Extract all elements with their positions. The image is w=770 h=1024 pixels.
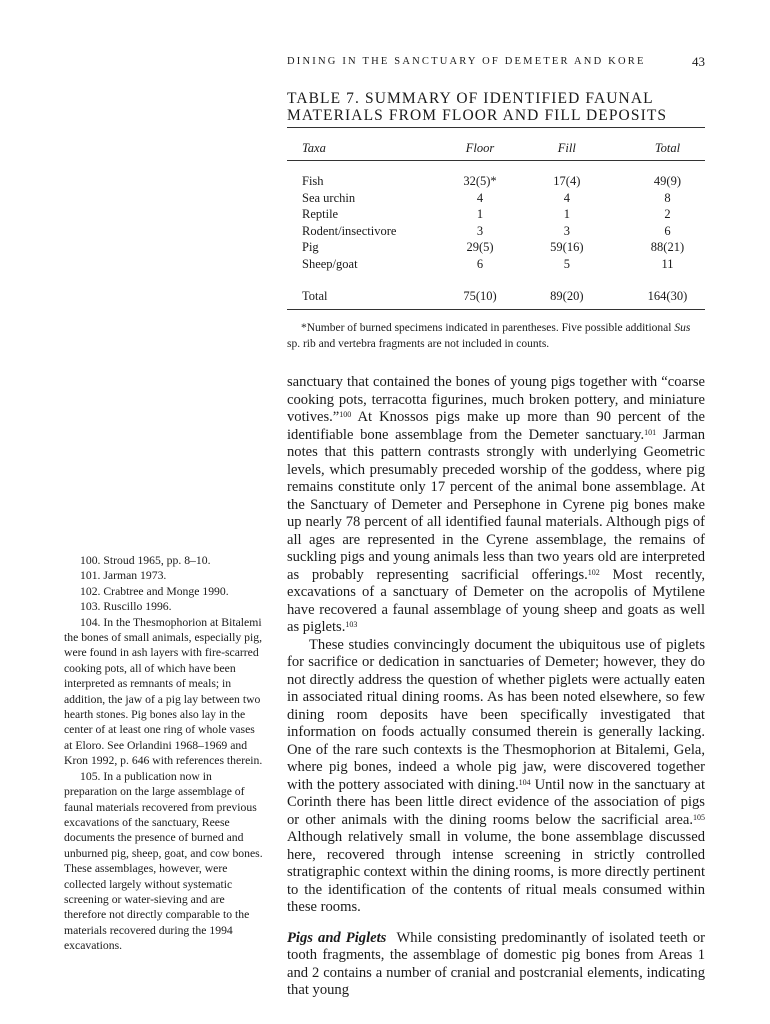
note-ref: 104 (518, 777, 531, 787)
table-row (287, 206, 705, 223)
table-header-rule (287, 160, 705, 161)
cell-taxa: Pig (302, 240, 319, 254)
cell-fill: 89(20) (550, 289, 584, 303)
note-ref: 100 (339, 410, 352, 419)
cell-floor: 3 (476, 223, 484, 238)
table-footnote (287, 321, 705, 352)
footnote-text: *Number of burned specimens indicated in parentheses. Five possible additional (301, 322, 675, 334)
table-row (287, 190, 705, 207)
cell-fill: 1 (563, 207, 570, 221)
cell-total: 164(30) (647, 289, 688, 303)
table-row (287, 239, 705, 256)
note-ref: 103 (345, 620, 358, 629)
cell-floor: 1 (476, 207, 484, 221)
cell-total: 88(21) (650, 240, 685, 254)
footnote-genus: Sus (674, 322, 691, 334)
side-notes (64, 553, 264, 954)
paragraph (287, 637, 705, 917)
cell-taxa: Rodent/insectivore (302, 223, 397, 238)
cell-floor: 4 (476, 190, 484, 205)
table-header-row (287, 140, 705, 157)
cell-fill: 59(16) (550, 240, 584, 254)
cell-fill: 5 (563, 256, 570, 271)
page-number: 43 (692, 54, 705, 69)
cell-total: 2 (664, 207, 671, 221)
table-row (287, 223, 705, 240)
cell-taxa: Reptile (302, 207, 339, 221)
running-header (287, 56, 705, 70)
side-note: 102. Crabtree and Monge 1990. (80, 584, 229, 598)
text-run: These studies convincingly document the ubiquitous use of piglets for sacrifice or dedication in sanctuaries of Demeter; however, they do not directly address the question of whether piglets were actually eaten in associated ritual dining rooms. As has been noted elsewhere, so few dining room deposits have been specifically investigated that information on foods actually consumed therein is generally lacking. One of the rare such contexts is the Thesmophorion at Bitalemi, Gela, where pig bones, indeed a whole pig jaw, were discovered together with the pottery associated with dining. (287, 636, 705, 793)
paragraph (287, 374, 705, 637)
column-header-fill: Fill (557, 141, 576, 155)
side-note: 104. In the Thesmophorion at Bitalemi the bones of small animals, especially pig, were found in ash layers with fire-scarred cooking pots, all of which have been interpreted as remnants of meals; in addition, the jaw of a pig lay between two hearth stones. Pig bones also lay in the center of at least one ring of whole vases at Eloro. See Orlandini 1968–1969 and Kron 1992, p. 646 with references therein. (64, 615, 263, 768)
cell-total: 8 (664, 190, 671, 205)
column-header-taxa: Taxa (302, 141, 326, 155)
cell-taxa: Fish (302, 174, 324, 188)
text-run: Most recently, excavations of a sanctuary of Demeter on the acropolis of Mytilene have recovered a faunal assemblage of young sheep and goats as well as piglets. (287, 566, 705, 635)
cell-floor: 32(5)* (463, 174, 497, 188)
table-title-line-2: MATERIALS FROM FLOOR AND FILL DEPOSITS (287, 107, 668, 124)
text-run: Although relatively small in volume, the bone assemblage discussed here, recovered through intense screening in strictly controlled stratigraphic context within the dining rooms, is more directly pertinent to the identification of the contents of ritual meals consumed within these rooms. (287, 829, 705, 915)
note-ref: 101 (644, 427, 657, 437)
text-run: At Knossos pigs make up more than 90 percent of the identifiable bone assemblage from the Demeter sanctuary. (287, 409, 705, 443)
main-text (287, 374, 705, 1000)
table-total-row (287, 288, 705, 305)
column-header-floor: Floor (465, 141, 495, 155)
table-body (287, 173, 705, 272)
paragraph (287, 930, 705, 1000)
running-header-title: DINING IN THE SANCTUARY OF DEMETER AND KORE (287, 56, 646, 67)
side-note: 105. In a publication now in preparation on the large assemblage of faunal materials recovered from previous excavations of the sanctuary, Reese documents the presence of burned and unburned pig, sheep, goat, and cow bones. These assemblages, however, were collected largely without systematic screening or water-sieving and are therefore not directly comparable to the materials recovered during the 1994 excavations. (64, 769, 263, 953)
note-ref: 102 (587, 567, 600, 577)
text-run: While consisting predominantly of isolated teeth or tooth fragments, the assemblage of domestic pig bones from Areas 1 and 2 contains a number of cranial and postcranial elements, indicating that young (287, 929, 705, 998)
cell-taxa: Total (302, 289, 328, 303)
cell-total: 49(9) (653, 174, 681, 188)
cell-total: 11 (661, 256, 674, 271)
footnote-text-end: sp. rib and vertebra fragments are not included in counts. (287, 337, 550, 350)
table-row (287, 173, 705, 190)
note-ref: 105 (693, 812, 705, 822)
side-note: 103. Ruscillo 1996. (80, 600, 172, 614)
text-run: sanctuary that contained the bones of young pigs together with “coarse cooking pots, terracotta figurines, much broken pottery, and miniature votives.” (287, 374, 705, 425)
cell-floor: 75(10) (463, 289, 497, 303)
cell-fill: 3 (563, 223, 570, 238)
table-bottom-rule (287, 309, 705, 310)
cell-fill: 17(4) (553, 174, 581, 188)
text-run: Until now in the sanctuary at Corinth there has been little direct evidence of the association of pigs or other animals with the dining rooms below the sacrificial area. (287, 776, 705, 828)
table-title (287, 90, 705, 124)
side-note: 101. Jarman 1973. (80, 569, 167, 583)
cell-floor: 29(5) (466, 240, 494, 254)
cell-fill: 4 (563, 190, 570, 205)
column-header-total: Total (654, 141, 681, 155)
cell-taxa: Sea urchin (302, 190, 356, 205)
cell-taxa: Sheep/goat (302, 256, 358, 271)
table-row (287, 256, 705, 273)
side-note: 100. Stroud 1965, pp. 8–10. (80, 554, 211, 567)
cell-total: 6 (664, 223, 671, 238)
section-heading: Pigs and Piglets (287, 929, 387, 946)
cell-floor: 6 (476, 256, 484, 271)
table-top-rule (287, 127, 705, 128)
text-run: Jarman notes that this pattern contrasts strongly with underlying Geometric levels, which presumably preceded worship of the goddess, where pig remains constitute only 17 percent of the animal bone assemblage. At the Sanctuary of Demeter and Persephone in Cyrene pig bones make up nearly 78 percent of all identified faunal materials. Although pigs of all ages are represented in the Cyrene assemblage, the remains of suckling pigs and young animals less than two years old are interpreted as probably representing sacrificial offerings. (287, 426, 705, 583)
table-title-line-1: TABLE 7. SUMMARY OF IDENTIFIED FAUNAL (287, 90, 654, 107)
